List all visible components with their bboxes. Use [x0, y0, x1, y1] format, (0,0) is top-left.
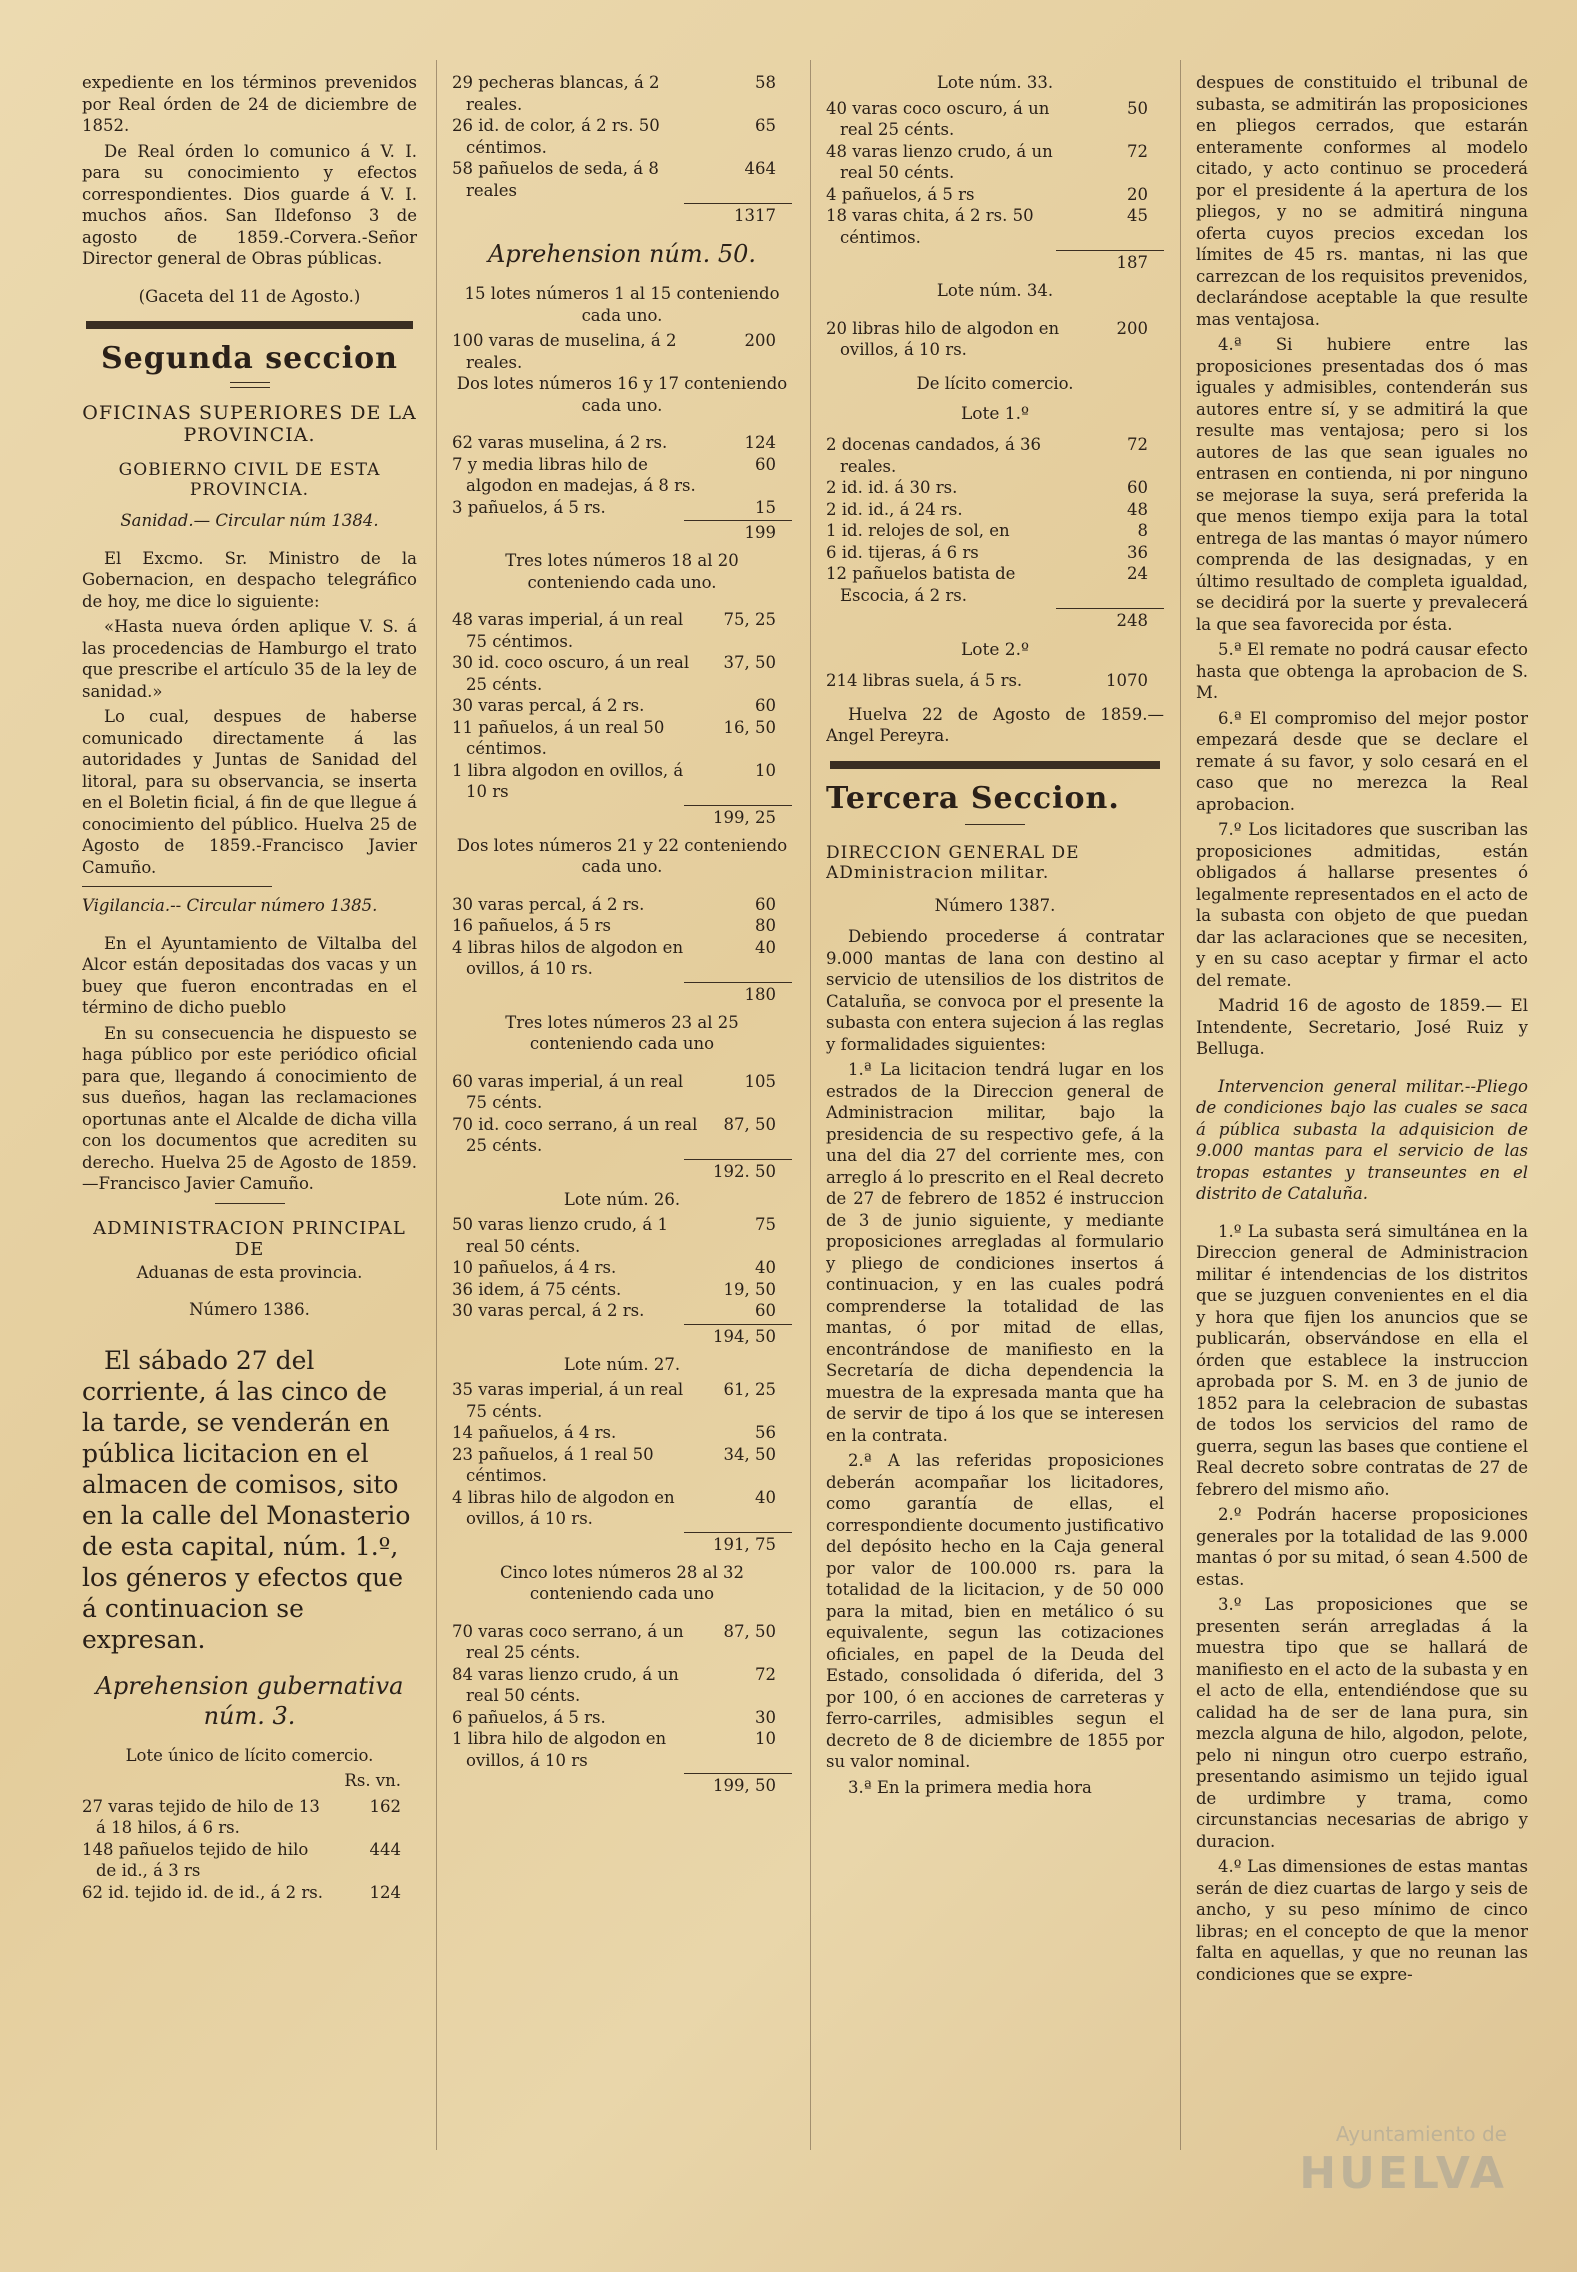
item-row — [452, 330, 792, 373]
lote-title: Tres lotes números 18 al 20 conteniendo cada uno. — [505, 551, 739, 592]
item-description: 1 libra hilo de algodon en ovillos, á 10 rs — [452, 1729, 667, 1770]
lote-title: De lícito comercio. — [916, 373, 1074, 393]
lote-title: Lote único de lícito comercio. — [125, 1745, 374, 1765]
paragraph: 3.º Las proposiciones que se presenten serán arregladas á la muestra tipo que se hallará de manifiesto en el acto de la subasta y en el acto de ella, entendiéndose que su calidad ha de ser de lana pura, sin mezcla alguna de hilo, algodon, pelote, pelo ni ningun otro cuerpo estraño, presentando asimismo un tejido igual de urdimbre y trama, como circunstancias necesarias de abrigo y duracion. — [1196, 1595, 1528, 1851]
item-row — [826, 184, 1164, 206]
item-list — [826, 434, 1164, 606]
item-amount: 105 — [744, 1071, 776, 1091]
item-amount: 72 — [1127, 435, 1148, 454]
item-amount: 40 — [755, 1487, 776, 1507]
watermark-line: Ayuntamiento de — [1335, 2122, 1507, 2146]
paragraph: Lo cual, despues de haberse comunicado directamente á las autoridades y Juntas de Sanidad del litoral, para su observancia, se inserta en el Boletin ficial, á fin de que llegue á conocimiento del público. Huelva 25 de Agosto de 1859.-Francisco Javier Camuño. — [82, 707, 417, 877]
item-row — [452, 1379, 792, 1422]
item-row — [82, 1882, 417, 1904]
item-description: 16 pañuelos, á 5 rs — [452, 916, 612, 935]
item-row — [826, 318, 1164, 361]
item-amount: 72 — [755, 1664, 776, 1684]
paragraph: 1.ª La licitacion tendrá lugar en los estrados de la Direccion general de Administracion militar, bajo la presidencia de su respectivo gefe, á la una del dia 27 del corriente mes, con arreglo á lo prescrito en el Real decreto de 27 de febrero de 1852 é instruccion de 3 de junio siguiente, y mediante proposiciones arregladas al formulario y pliego de condiciones insertos á continuacion, y en las cuales podrá comprenderse la totalidad de las mantas, ó por mitad de ellas, encontrándose de manifiesto en la Secretaría de dicha dependencia la muestra de la expresada manta que ha de servir de tipo á los que se interesen en la contrata. — [826, 1060, 1164, 1445]
item-row — [82, 1796, 417, 1839]
lote-title: Lote núm. 26. — [563, 1189, 681, 1209]
item-description: 10 pañuelos, á 4 rs. — [452, 1258, 617, 1277]
item-row — [452, 1214, 792, 1257]
item-row — [452, 937, 792, 980]
item-row — [452, 894, 792, 916]
paragraph: 4.º Las dimensiones de estas mantas serán de diez cuartas de largo y seis de ancho, y su peso mínimo de cinco libras; en el concepto de que la menor falta en aquellas, y que no reunan las condiciones que se expre- — [1196, 1857, 1528, 1984]
item-row — [826, 499, 1164, 521]
item-amount: 1070 — [1106, 671, 1148, 690]
item-description: 36 idem, á 75 cénts. — [452, 1279, 622, 1299]
item-description: 40 varas coco oscuro, á un real 25 cénts. — [826, 98, 1050, 139]
item-description: 62 id. tejido id. de id., á 2 rs. — [82, 1882, 323, 1902]
announcement: El sábado 27 del corriente, á las cinco de la tarde, se venderán en pública licitacion en el almacen de comisos, sito en la calle del Monasterio de esta capital, núm. 1.º, los géneros y efectos que á continuacion se expresan. — [82, 1345, 411, 1654]
number-title: Número 1387. — [934, 895, 1056, 915]
rule — [82, 886, 272, 887]
item-description: 214 libras suela, á 5 rs. — [826, 671, 1023, 690]
item-amount: 16, 50 — [723, 717, 776, 737]
item-list — [82, 1796, 417, 1904]
item-row — [82, 1839, 417, 1882]
circular-title: Sanidad.— Circular núm 1384. — [120, 511, 379, 530]
item-amount: 56 — [755, 1423, 776, 1442]
item-amount: 34, 50 — [723, 1444, 776, 1464]
heading: ADMINISTRACION PRINCIPAL DE — [93, 1217, 406, 1260]
lote-title: Lote 2.º — [960, 640, 1030, 660]
item-description: 11 pañuelos, á un real 50 céntimos. — [452, 717, 665, 758]
item-description: 4 libras hilo de algodon en ovillos, á 10 rs. — [452, 1487, 675, 1528]
item-amount: 444 — [369, 1839, 401, 1859]
item-amount: 10 — [755, 1729, 776, 1748]
item-amount: 87, 50 — [723, 1114, 776, 1134]
item-row — [452, 72, 792, 115]
lot-total: 180 — [452, 982, 792, 1004]
section-title: Tercera Seccion. — [826, 780, 1120, 816]
item-row — [452, 1279, 792, 1301]
item-row — [452, 1444, 792, 1487]
item-row — [452, 760, 792, 803]
item-description: 58 pañuelos de seda, á 8 reales — [452, 159, 659, 200]
paragraph: En su consecuencia he dispuesto se haga público por este periódico oficial para que, llegando á conocimiento de sus dueños, hagan las reclamaciones oportunas ante el Alcalde de dicha villa con los documentos que acrediten su derecho. Huelva 25 de Agosto de 1859.—Francisco Javier Camuño. — [82, 1023, 417, 1193]
item-row — [452, 1707, 792, 1729]
item-description: 1 id. relojes de sol, en — [826, 521, 1010, 540]
paragraph: 3.ª En la primera media hora — [848, 1777, 1092, 1797]
lot-total: 199, 50 — [452, 1773, 792, 1795]
item-amount: 60 — [1127, 478, 1148, 497]
signature: Madrid 16 de agosto de 1859.— El Intendente, Secretario, José Ruiz y Belluga. — [1196, 996, 1528, 1058]
heading: OFICINAS SUPERIORES DE LA PROVINCIA. — [82, 402, 417, 446]
watermark-line: HUELVA — [1299, 2148, 1507, 2199]
column-3 — [826, 72, 1164, 1802]
item-amount: 37, 50 — [723, 653, 776, 672]
item-amount: 10 — [755, 760, 776, 780]
item-description: 3 pañuelos, á 5 rs. — [452, 497, 606, 517]
item-list — [452, 72, 792, 201]
item-amount: 124 — [744, 433, 776, 452]
item-row — [452, 432, 792, 454]
item-amount: 40 — [755, 937, 776, 957]
heading: GOBIERNO CIVIL DE ESTA PROVINCIA. — [118, 460, 381, 500]
subheading: Aduanas de esta provincia. — [136, 1262, 363, 1282]
heading: DIRECCION GENERAL DE ADministracion militar. — [826, 842, 1080, 883]
lote-title: Lote núm. 33. — [936, 73, 1054, 92]
archive-watermark — [1287, 2112, 1507, 2232]
item-row — [826, 477, 1164, 499]
item-description: 4 libras hilos de algodon en ovillos, á 10 rs. — [452, 937, 684, 978]
item-row — [826, 520, 1164, 542]
item-list — [452, 609, 792, 803]
item-amount: 464 — [744, 159, 776, 178]
item-description: 4 pañuelos, á 5 rs — [826, 184, 975, 204]
item-amount: 60 — [755, 696, 776, 715]
item-row — [826, 141, 1164, 184]
aprehension-title: Aprehension gubernativa núm. 3. — [95, 1671, 404, 1730]
pliego-title: Intervencion general militar.--Pliego de condiciones bajo las cuales se saca á pública subasta la adquisicion de 9.000 mantas para el servicio de las tropas estantes y transeuntes en el distrito de Cataluña. — [1196, 1076, 1528, 1203]
item-amount: 72 — [1127, 141, 1148, 161]
item-row — [452, 915, 792, 937]
item-row — [452, 1487, 792, 1530]
paragraph: En el Ayuntamiento de Viltalba del Alcor están depositadas dos vacas y un buey que fueron encontradas en el término de dicho pueblo — [82, 933, 417, 1017]
item-description: 148 pañuelos tejido de hilo de id., á 3 rs — [82, 1839, 309, 1880]
item-list — [452, 432, 792, 518]
item-amount: 60 — [755, 454, 776, 474]
item-row — [826, 98, 1164, 141]
item-amount: 200 — [1116, 318, 1148, 338]
item-row — [826, 205, 1164, 248]
item-list — [826, 98, 1164, 249]
section-title: Segunda seccion — [101, 341, 398, 376]
item-description: 30 varas percal, á 2 rs. — [452, 1301, 645, 1320]
item-description: 50 varas lienzo crudo, á 1 real 50 cénts. — [452, 1215, 668, 1256]
item-amount: 124 — [369, 1882, 401, 1902]
item-row — [452, 1621, 792, 1664]
item-row — [452, 158, 792, 201]
lot-total: 191, 75 — [452, 1532, 792, 1554]
column-2 — [452, 72, 792, 1803]
item-amount: 60 — [755, 1301, 776, 1320]
lot-total: 192. 50 — [452, 1159, 792, 1181]
lote-title: Lote núm. 27. — [563, 1354, 681, 1374]
aprehension-title: Aprehension núm. 50. — [487, 240, 757, 268]
item-description: 2 id. id., á 24 rs. — [826, 499, 963, 519]
lot-total: 187 — [826, 250, 1164, 272]
paragraph: 1.º La subasta será simultánea en la Direccion general de Administracion militar é intendencias de los distritos que se juzguen convenientes en el dia y hora que fijen los anuncios que se publicarán, observándose en ella el órden que establece la instruccion aprobada por S. M. en 3 de junio de 1852 para la celebracion de subastas de todos los servicios del ramo de guerra, segun las bases que contiene el Real decreto sobre contratas de 27 de febrero del mismo año. — [1196, 1221, 1528, 1499]
item-row — [452, 652, 792, 695]
lote-title: 15 lotes números 1 al 15 conteniendo cada uno. — [464, 284, 780, 325]
column-4 — [1196, 72, 1528, 1989]
item-row — [452, 1257, 792, 1279]
rule — [215, 1203, 285, 1204]
item-amount: 75 — [755, 1215, 776, 1234]
double-rule — [230, 382, 270, 388]
column-divider — [810, 60, 811, 2150]
item-row — [452, 454, 792, 497]
item-description: 60 varas imperial, á un real 75 cénts. — [452, 1071, 684, 1112]
paragraph: 5.ª El remate no podrá causar efecto hasta que obtenga la aprobacion de S. M. — [1196, 640, 1528, 702]
item-description: 27 varas tejido de hilo de 13 á 18 hilos, á 6 rs. — [82, 1796, 320, 1837]
lote-title: Dos lotes números 16 y 17 conteniendo cada uno. — [456, 374, 788, 415]
item-description: 70 id. coco serrano, á un real 25 cénts. — [452, 1114, 698, 1155]
item-row — [452, 1114, 792, 1157]
item-amount: 36 — [1127, 542, 1148, 562]
column-1 — [82, 72, 417, 1903]
lot-total: 194, 50 — [452, 1324, 792, 1346]
item-description: 62 varas muselina, á 2 rs. — [452, 433, 668, 452]
item-amount: 61, 25 — [723, 1380, 776, 1399]
item-description: 6 id. tijeras, á 6 rs — [826, 542, 979, 562]
column-divider — [1180, 60, 1181, 2150]
paragraph: 4.ª Si hubiere entre las proposiciones presentadas dos ó mas iguales y admisibles, contenderán sus autores entre sí, y se admitirá la que resulte mas ventajosa; pero si los autores de las que sean iguales no entrasen en contienda, ni por ninguno se mejorase la suya, será preferida la que menos tiempo exija para la total entrega de las mantas ó mayor número comprenda de las designadas, y en último resultado de completa igualdad, se decidirá por la suerte y prevalecerá la que sea favorecida por ésta. — [1196, 335, 1528, 634]
rule — [965, 824, 1025, 825]
item-amount: 80 — [755, 916, 776, 935]
item-row — [452, 717, 792, 760]
item-list — [452, 894, 792, 980]
item-list — [452, 1379, 792, 1530]
item-description: 7 y media libras hilo de algodon en madejas, á 8 rs. — [452, 454, 696, 495]
item-amount: 200 — [744, 331, 776, 350]
paragraph: expediente en los términos prevenidos por Real órden de 24 de diciembre de 1852. — [82, 73, 417, 135]
signature: Huelva 22 de Agosto de 1859.— Angel Pereyra. — [826, 704, 1164, 745]
item-description: 2 docenas candados, á 36 reales. — [826, 435, 1042, 476]
paragraph: Debiendo procederse á contratar 9.000 mantas de lana con destino al servicio de utensilios de los distritos de Cataluña, se convoca por el presente la subasta con entera sujecion á las reglas y formalidades siguientes: — [826, 927, 1164, 1054]
item-row — [826, 542, 1164, 564]
item-row — [452, 1728, 792, 1771]
item-description: 30 id. coco oscuro, á un real 25 cénts. — [452, 653, 690, 694]
item-description: 12 pañuelos batista de Escocia, á 2 rs. — [826, 564, 1016, 605]
item-list — [826, 670, 1164, 692]
item-description: 84 varas lienzo crudo, á un real 50 cénts. — [452, 1664, 679, 1705]
item-amount: 75, 25 — [723, 610, 776, 629]
item-amount: 15 — [755, 497, 776, 517]
item-description: 48 varas imperial, á un real 75 céntimos. — [452, 610, 684, 651]
paragraph: despues de constituido el tribunal de subasta, se admitirán las proposiciones en pliegos cerrados, que estarán enteramente conformes al modelo citado, y acto continuo se procederá por el presidente á la apertura de los pliegos, y no se admitirá ninguna oferta cuyos precios excedan los límites de 45 rs. mantas, ni las que carrezcan de los requisitos prevenidos, declarándose aceptable la que resulte mas ventajosa. — [1196, 73, 1528, 329]
item-list — [452, 1071, 792, 1157]
item-amount: 8 — [1137, 521, 1148, 540]
column-divider — [436, 60, 437, 2150]
item-row — [452, 695, 792, 717]
paragraph: 2.ª A las referidas proposiciones deberán acompañar los licitadores, como garantía de ellas, el correspondiente documento justificativo del depósito hecho en la Caja general por valor de 100.000 rs. para la totalidad de la licitacion, y de 50 000 para la mitad, bien en metálico ó su equivalente, segun las cotizaciones oficiales, en papel de la Deuda del Estado, consolidada ó diferida, del 3 por 100, ó en acciones de carreteras y ferro-carriles, admisibles segun el decreto de 8 de diciembre de 1855 por su valor nominal. — [826, 1451, 1164, 1771]
item-row — [452, 497, 792, 519]
section-rule — [86, 321, 413, 329]
item-amount: 24 — [1127, 564, 1148, 583]
item-amount: 162 — [369, 1796, 401, 1816]
item-description: 35 varas imperial, á un real 75 cénts. — [452, 1380, 684, 1421]
item-amount: 30 — [755, 1707, 776, 1727]
paragraph: 2.º Podrán hacerse proposiciones generales por la totalidad de las 9.000 mantas ó por su mitad, ó sean 4.500 de estas. — [1196, 1505, 1528, 1589]
item-row — [826, 563, 1164, 606]
paragraph: 7.º Los licitadores que suscriban las proposiciones admitidas, están obligados á hallarse presentes ó legalmente representados en el acto de la subasta con objeto de que puedan dar las aclaraciones que se necesiten, y en su caso aceptar y firmar el acto del remate. — [1196, 820, 1528, 990]
item-row — [452, 115, 792, 158]
section-rule — [830, 761, 1160, 769]
item-row — [452, 1422, 792, 1444]
item-list — [826, 318, 1164, 361]
item-amount: 58 — [755, 73, 776, 92]
item-description: 14 pañuelos, á 4 rs. — [452, 1423, 617, 1442]
item-description: 70 varas coco serrano, á un real 25 cénts. — [452, 1621, 684, 1662]
paragraph: El Excmo. Sr. Ministro de la Gobernacion, en despacho telegráfico de hoy, me dice lo siguiente: — [82, 548, 417, 611]
item-row — [452, 1071, 792, 1114]
lot-total: 248 — [826, 608, 1164, 630]
lote-title: Cinco lotes números 28 al 32 conteniendo cada uno — [499, 1562, 745, 1603]
item-amount: 50 — [1127, 98, 1148, 118]
lote-title: Lote núm. 34. — [936, 281, 1054, 300]
item-row — [826, 670, 1164, 692]
paragraph: «Hasta nueva órden aplique V. S. á las procedencias de Hamburgo el trato que prescribe el artículo 35 de la ley de sanidad.» — [82, 617, 417, 701]
lote-title: Dos lotes números 21 y 22 conteniendo cada uno. — [456, 835, 788, 876]
item-description: 26 id. de color, á 2 rs. 50 céntimos. — [452, 116, 660, 157]
item-list — [452, 1214, 792, 1322]
item-row — [452, 1664, 792, 1707]
item-row — [452, 609, 792, 652]
item-description: 1 libra algodon en ovillos, á 10 rs — [452, 760, 684, 801]
paragraph: De Real órden lo comunico á V. I. para su conocimiento y efectos correspondientes. Dios guarde á V. I. muchos años. San Ildefonso 3 de agosto de 1859.-Corvera.-Señor Director general de Obras públicas. — [82, 141, 417, 268]
circular-title: Vigilancia.-- Circular número 1385. — [82, 896, 378, 915]
item-description: 6 pañuelos, á 5 rs. — [452, 1707, 606, 1727]
item-amount: 60 — [755, 894, 776, 914]
item-description: 18 varas chita, á 2 rs. 50 céntimos. — [826, 206, 1034, 247]
item-list — [452, 330, 792, 373]
currency-header: Rs. vn. — [344, 1771, 401, 1790]
paragraph: 6.ª El compromiso del mejor postor empezará desde que se declare el remate á su favor, y solo cesará en el caso que no merezca la Real aprobacion. — [1196, 708, 1528, 814]
item-amount: 45 — [1127, 206, 1148, 225]
item-description: 30 varas percal, á 2 rs. — [452, 696, 645, 715]
item-description: 20 libras hilo de algodon en ovillos, á 10 rs. — [826, 318, 1060, 359]
item-amount: 40 — [755, 1258, 776, 1277]
lot-total: 199 — [452, 520, 792, 542]
item-description: 30 varas percal, á 2 rs. — [452, 894, 645, 914]
item-description: 29 pecheras blancas, á 2 reales. — [452, 73, 660, 114]
lot-total: 1317 — [452, 203, 792, 225]
item-row — [826, 434, 1164, 477]
item-row — [452, 1300, 792, 1322]
source-note: (Gaceta del 11 de Agosto.) — [138, 286, 361, 306]
item-description: 48 varas lienzo crudo, á un real 50 cénts. — [826, 141, 1053, 182]
number-title: Número 1386. — [189, 1300, 310, 1319]
item-description: 100 varas de muselina, á 2 reales. — [452, 331, 677, 372]
item-amount: 65 — [755, 116, 776, 135]
item-list — [452, 1621, 792, 1772]
item-description: 23 pañuelos, á 1 real 50 céntimos. — [452, 1444, 654, 1485]
item-description: 2 id. id. á 30 rs. — [826, 478, 958, 497]
lot-total: 199, 25 — [452, 805, 792, 827]
item-amount: 20 — [1127, 184, 1148, 204]
item-amount: 48 — [1127, 499, 1148, 519]
lote-title: Tres lotes números 23 al 25 conteniendo cada uno — [505, 1012, 739, 1053]
item-amount: 19, 50 — [723, 1279, 776, 1299]
lote-title: Lote 1.º — [960, 404, 1030, 424]
item-amount: 87, 50 — [723, 1621, 776, 1641]
